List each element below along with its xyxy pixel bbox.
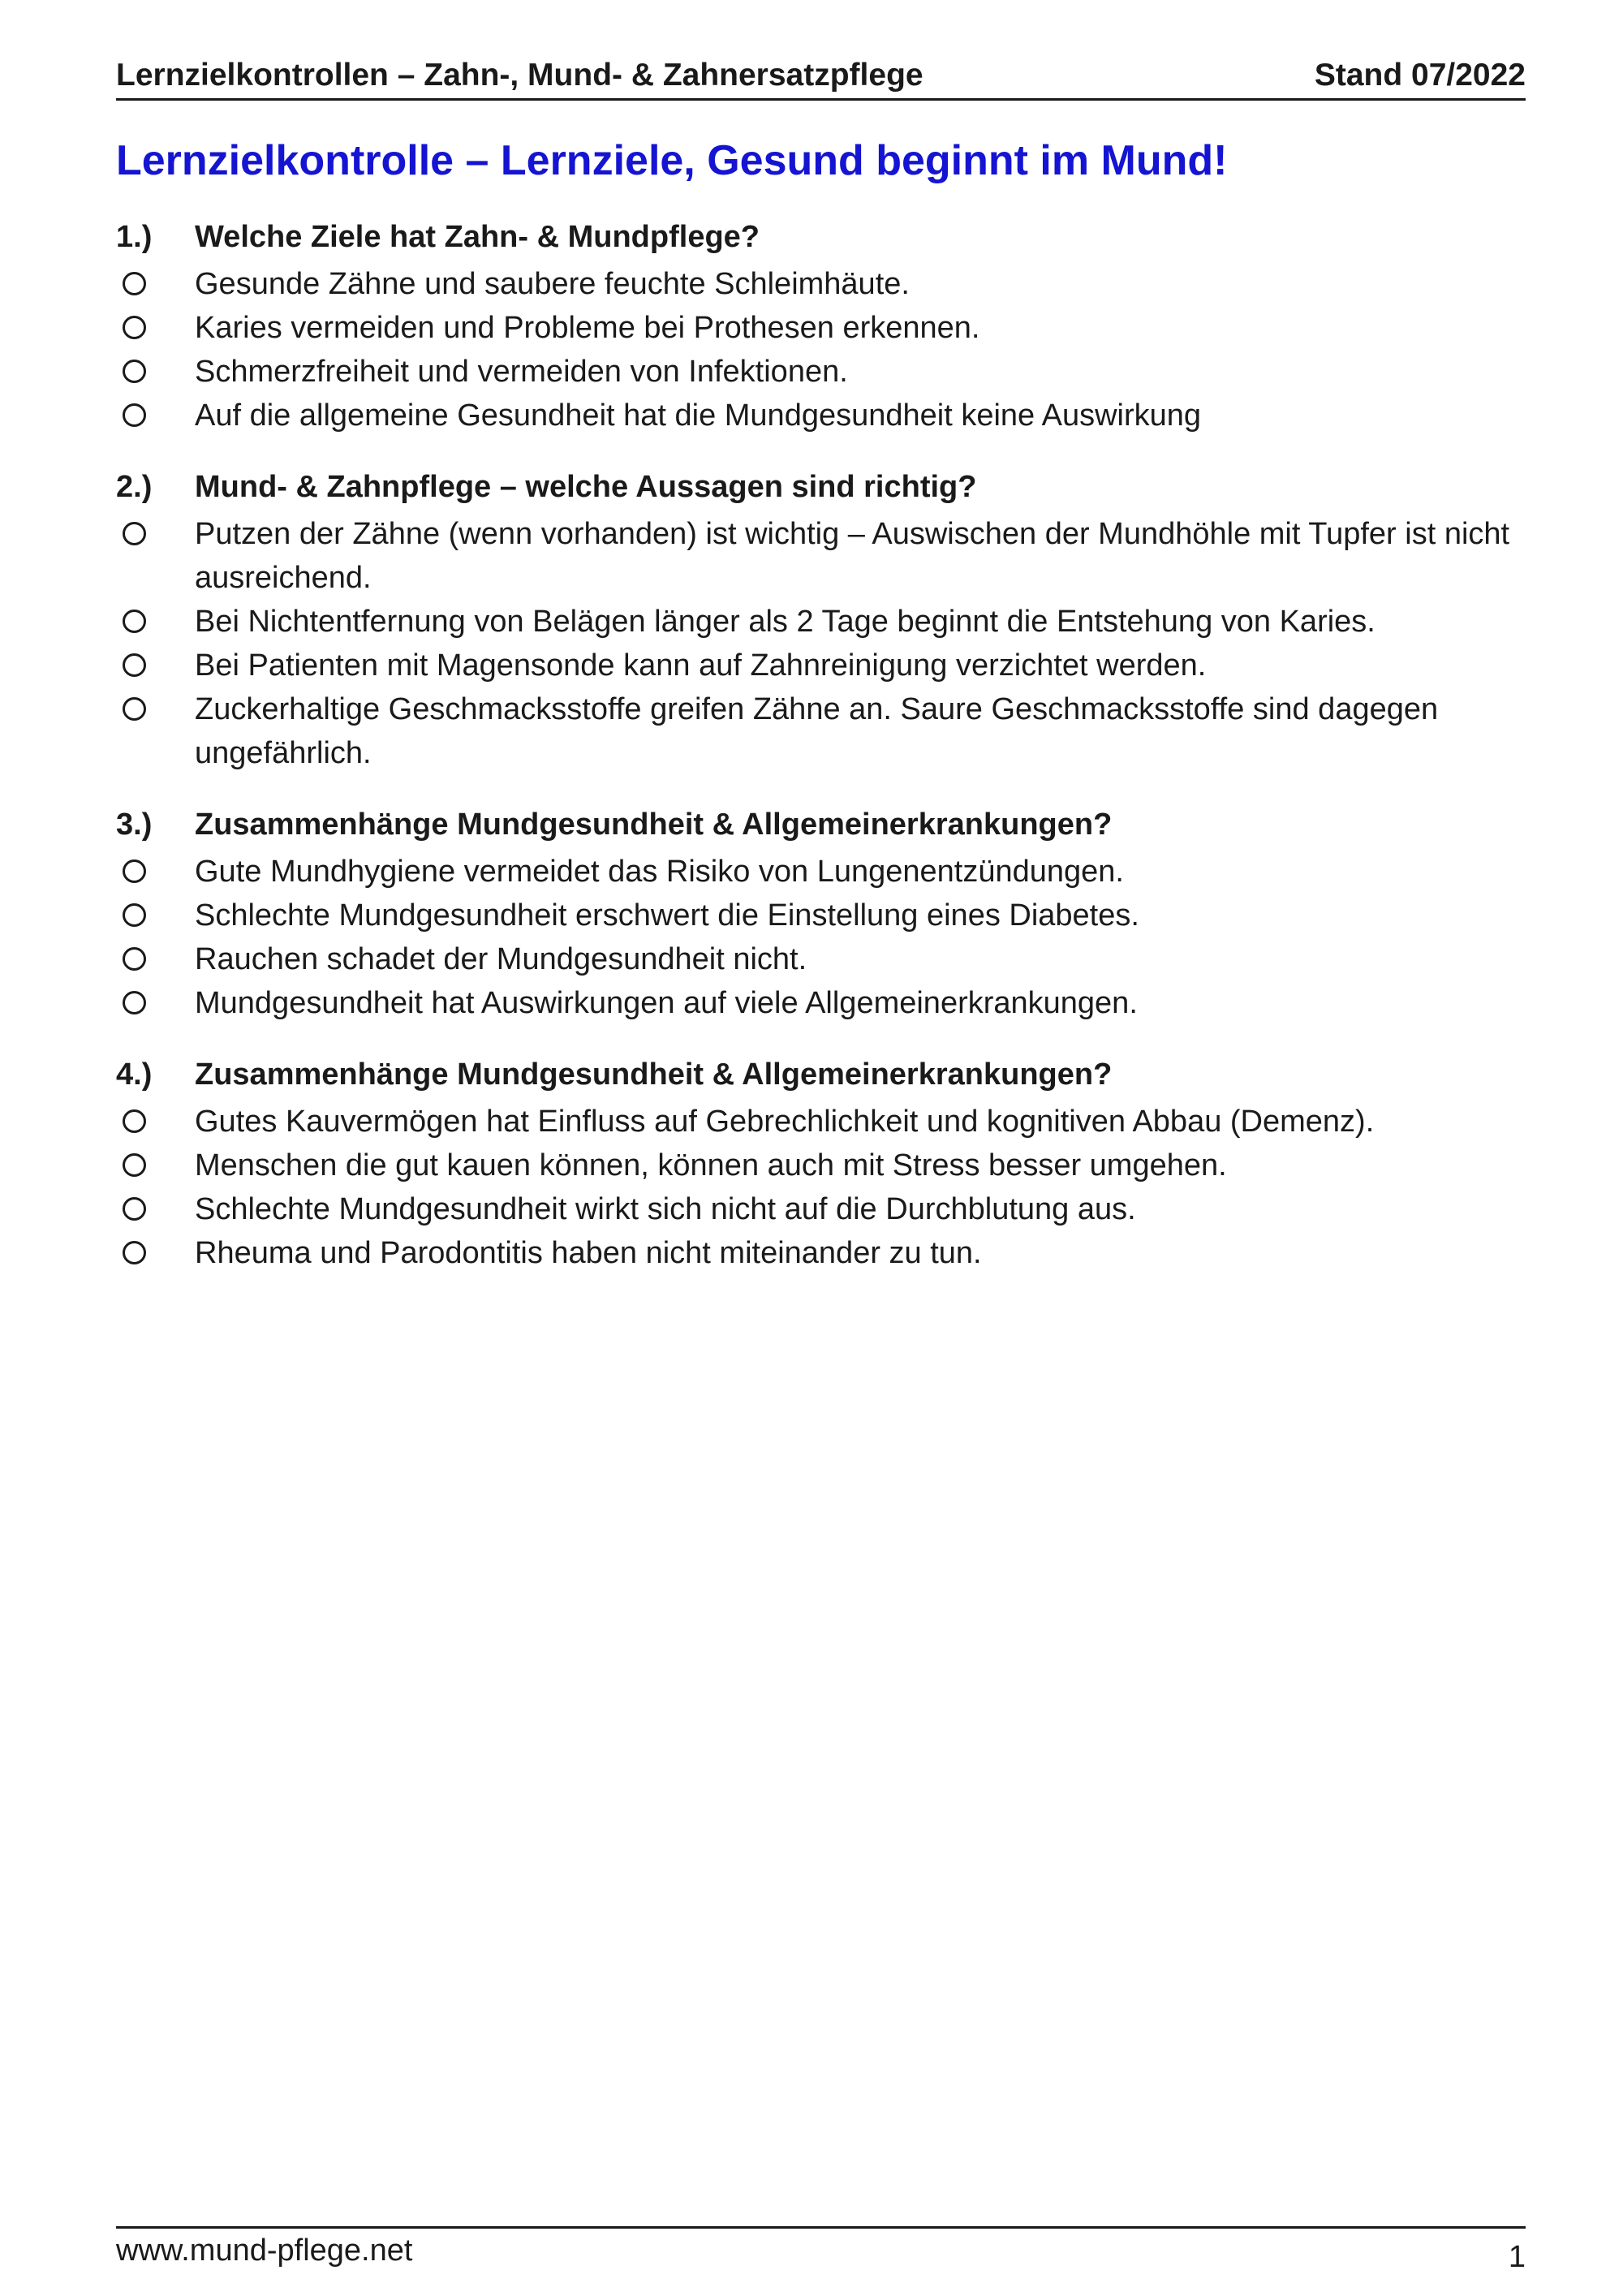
radio-circle-icon[interactable] bbox=[123, 697, 146, 721]
question-number: 3.) bbox=[116, 808, 153, 842]
answer-option-label: Zuckerhaltige Geschmacksstoffe greifen Zähne an. Saure Geschmacksstoffe sind dagegen ungefährlich. bbox=[195, 692, 1439, 770]
answer-option[interactable] bbox=[116, 981, 1526, 1025]
question-heading bbox=[116, 215, 1526, 259]
answer-option-label: Schlechte Mundgesundheit wirkt sich nicht auf die Durchblutung aus. bbox=[195, 1192, 1136, 1226]
radio-circle-icon[interactable] bbox=[123, 1241, 146, 1264]
question-text: Mund- & Zahnpflege – welche Aussagen sind richtig? bbox=[195, 470, 977, 504]
radio-circle-icon[interactable] bbox=[123, 1197, 146, 1221]
answer-option[interactable] bbox=[116, 644, 1526, 687]
radio-circle-icon[interactable] bbox=[123, 316, 146, 339]
header-divider bbox=[116, 98, 1526, 101]
radio-circle-icon[interactable] bbox=[123, 272, 146, 295]
answer-option-label: Gute Mundhygiene vermeidet das Risiko von Lungenentzündungen. bbox=[195, 855, 1124, 889]
answer-option[interactable] bbox=[116, 600, 1526, 644]
answer-option[interactable] bbox=[116, 306, 1526, 350]
radio-circle-icon[interactable] bbox=[123, 653, 146, 677]
answer-option[interactable] bbox=[116, 512, 1526, 600]
radio-circle-icon[interactable] bbox=[123, 403, 146, 427]
question-block bbox=[116, 1053, 1526, 1275]
answer-option[interactable] bbox=[116, 1187, 1526, 1231]
header-date: Stand 07/2022 bbox=[1314, 58, 1526, 93]
footer-divider bbox=[116, 2226, 1526, 2229]
question-block bbox=[116, 803, 1526, 1025]
answer-option-label: Mundgesundheit hat Auswirkungen auf viele Allgemeinerkrankungen. bbox=[195, 986, 1138, 1020]
answer-option-label: Gesunde Zähne und saubere feuchte Schleimhäute. bbox=[195, 267, 910, 301]
answer-option-label: Menschen die gut kauen können, können auch mit Stress besser umgehen. bbox=[195, 1148, 1227, 1182]
document-title: Lernzielkontrolle – Lernziele, Gesund beginnt im Mund! bbox=[116, 137, 1228, 184]
question-heading bbox=[116, 803, 1526, 846]
radio-circle-icon[interactable] bbox=[123, 859, 146, 883]
question-heading bbox=[116, 465, 1526, 509]
answer-option-label: Bei Nichtentfernung von Belägen länger als 2 Tage beginnt die Entstehung von Karies. bbox=[195, 605, 1375, 639]
answer-option-label: Rauchen schadet der Mundgesundheit nicht. bbox=[195, 942, 807, 976]
answer-option[interactable] bbox=[116, 894, 1526, 937]
question-number: 1.) bbox=[116, 220, 153, 254]
answer-option[interactable] bbox=[116, 394, 1526, 437]
answer-option[interactable] bbox=[116, 262, 1526, 306]
answer-option[interactable] bbox=[116, 687, 1526, 775]
radio-circle-icon[interactable] bbox=[123, 610, 146, 633]
answer-option[interactable] bbox=[116, 937, 1526, 981]
answer-option-label: Auf die allgemeine Gesundheit hat die Mundgesundheit keine Auswirkung bbox=[195, 398, 1202, 433]
header-title: Lernzielkontrollen – Zahn-, Mund- & Zahnersatzpflege bbox=[116, 58, 923, 93]
answer-option-label: Putzen der Zähne (wenn vorhanden) ist wichtig – Auswischen der Mundhöhle mit Tupfer ist nicht ausreichend. bbox=[195, 517, 1510, 595]
page-footer bbox=[116, 2230, 1526, 2277]
question-block bbox=[116, 465, 1526, 775]
radio-circle-icon[interactable] bbox=[123, 1109, 146, 1133]
radio-circle-icon[interactable] bbox=[123, 522, 146, 545]
question-text: Zusammenhänge Mundgesundheit & Allgemeinerkrankungen? bbox=[195, 1058, 1113, 1092]
question-text: Welche Ziele hat Zahn- & Mundpflege? bbox=[195, 220, 760, 254]
question-list bbox=[116, 215, 1526, 1303]
radio-circle-icon[interactable] bbox=[123, 360, 146, 383]
question-number: 2.) bbox=[116, 470, 153, 504]
answer-option[interactable] bbox=[116, 1100, 1526, 1144]
page-number: 1 bbox=[1508, 2240, 1526, 2274]
radio-circle-icon[interactable] bbox=[123, 991, 146, 1014]
answer-option-label: Schlechte Mundgesundheit erschwert die Einstellung eines Diabetes. bbox=[195, 898, 1139, 933]
answer-option-label: Bei Patienten mit Magensonde kann auf Zahnreinigung verzichtet werden. bbox=[195, 648, 1207, 683]
question-text: Zusammenhänge Mundgesundheit & Allgemeinerkrankungen? bbox=[195, 808, 1113, 842]
radio-circle-icon[interactable] bbox=[123, 903, 146, 927]
answer-option-label: Karies vermeiden und Probleme bei Prothesen erkennen. bbox=[195, 311, 980, 345]
answer-option-label: Schmerzfreiheit und vermeiden von Infektionen. bbox=[195, 355, 848, 389]
question-block bbox=[116, 215, 1526, 437]
radio-circle-icon[interactable] bbox=[123, 1153, 146, 1177]
answer-option[interactable] bbox=[116, 1144, 1526, 1187]
answer-option-label: Gutes Kauvermögen hat Einfluss auf Gebrechlichkeit und kognitiven Abbau (Demenz). bbox=[195, 1105, 1375, 1139]
question-number: 4.) bbox=[116, 1058, 153, 1092]
footer-url: www.mund-pflege.net bbox=[116, 2234, 413, 2268]
answer-option-label: Rheuma und Parodontitis haben nicht miteinander zu tun. bbox=[195, 1236, 982, 1270]
answer-option[interactable] bbox=[116, 850, 1526, 894]
question-heading bbox=[116, 1053, 1526, 1096]
answer-option[interactable] bbox=[116, 1231, 1526, 1275]
radio-circle-icon[interactable] bbox=[123, 947, 146, 971]
page-header bbox=[116, 55, 1526, 96]
answer-option[interactable] bbox=[116, 350, 1526, 394]
